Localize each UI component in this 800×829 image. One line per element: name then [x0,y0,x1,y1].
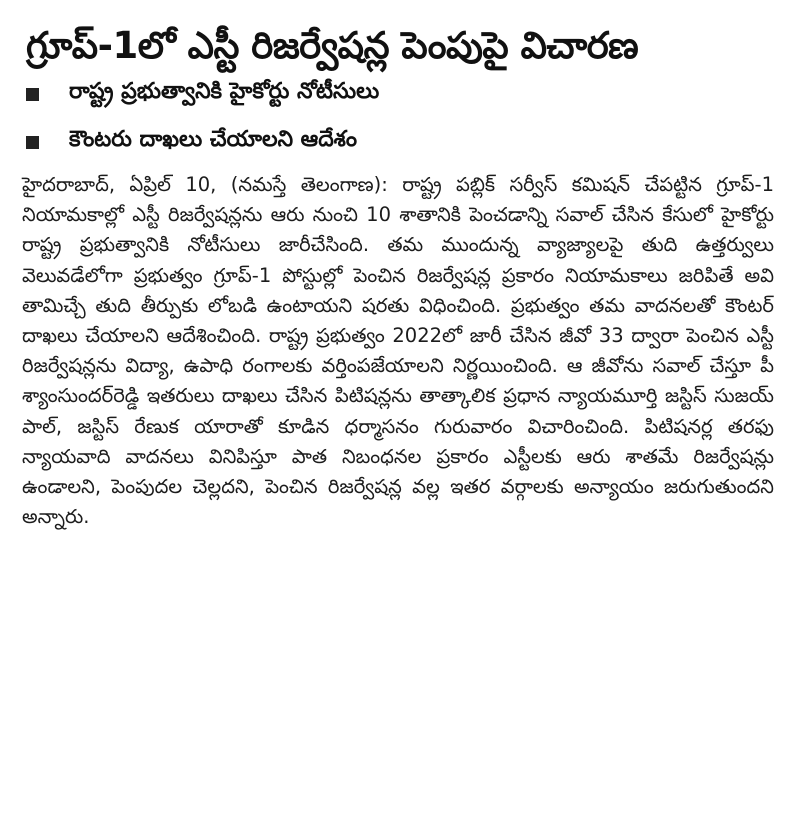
square-bullet-icon [26,136,39,149]
subheading-list [0,70,800,166]
headline: గ్రూప్‌-1లో ఎస్టీ రిజర్వేషన్ల పెంపుపై విచారణ [26,24,639,67]
square-bullet-icon [26,88,39,101]
subheading-text: కౌంటరు దాఖలు చేయాలని ఆదేశం [69,127,358,152]
subheading-text: రాష్ట్ర ప్రభుత్వానికి హైకోర్టు నోటీసులు [69,79,380,104]
subheading-item [26,118,800,166]
subheading-item [26,70,800,118]
article-body: హైదరాబాద్‌, ఏప్రిల్‌ 10, (నమస్తే తెలంగాణ): రాష్ట్ర పబ్లిక్‌ సర్వీస్‌ కమిషన్‌ చేపట్టిన గ్రూప్‌-1 నియామకాల్లో ఎస్టీ రిజర్వేషన్లను ఆరు నుంచి 10 శాతానికి పెంచడాన్ని సవాల్‌ చేసిన కేసులో హైకోర్టు రాష్ట్ర ప్రభుత్వానికి నోటీసులు జారీచేసింది. తమ ముందున్న వ్యాజ్యాలపై తుది ఉత్తర్వులు వెలువడేలోగా ప్రభుత్వం గ్రూప్‌-1 పోస్టుల్లో పెంచిన రిజర్వేషన్ల ప్రకారం నియామకాలు జరిపితే అవి తామిచ్చే తుది తీర్పుకు లోబడి ఉంటాయని షరతు విధించింది. ప్రభుత్వం తమ వాదనలతో కౌంటర్‌ దాఖలు చేయాలని ఆదేశించింది. రాష్ట్ర ప్రభుత్వం 2022లో జారీ చేసిన జీవో 33 ద్వారా పెంచిన ఎస్టీ రిజర్వేషన్లను విద్యా, ఉపాధి రంగాలకు వర్తింపజేయాలని నిర్ణయించింది. ఆ జీవోను సవాల్‌ చేస్తూ పీ శ్యాంసుందర్‌రెడ్డి ఇతరులు దాఖలు చేసిన పిటిషన్లను తాత్కాలిక ప్రధాన న్యాయమూర్తి జస్టిస్‌ సుజయ్‌ పాల్‌, జస్టిస్‌ రేణుక యారాతో కూడిన ధర్మాసనం గురువారం విచారించింది. పిటిషనర్ల తరఫు న్యాయవాది వాదనలు వినిపిస్తూ పాత నిబంధనల ప్రకారం ఎస్టీలకు ఆరు శాతమే రిజర్వేషన్లు ఉండాలని, పెంపుదల చెల్లదని, పెంచిన రిజర్వేషన్ల వల్ల ఇతర వర్గాలకు అన్యాయం జరుగుతుందని అన్నారు. [22,173,774,529]
